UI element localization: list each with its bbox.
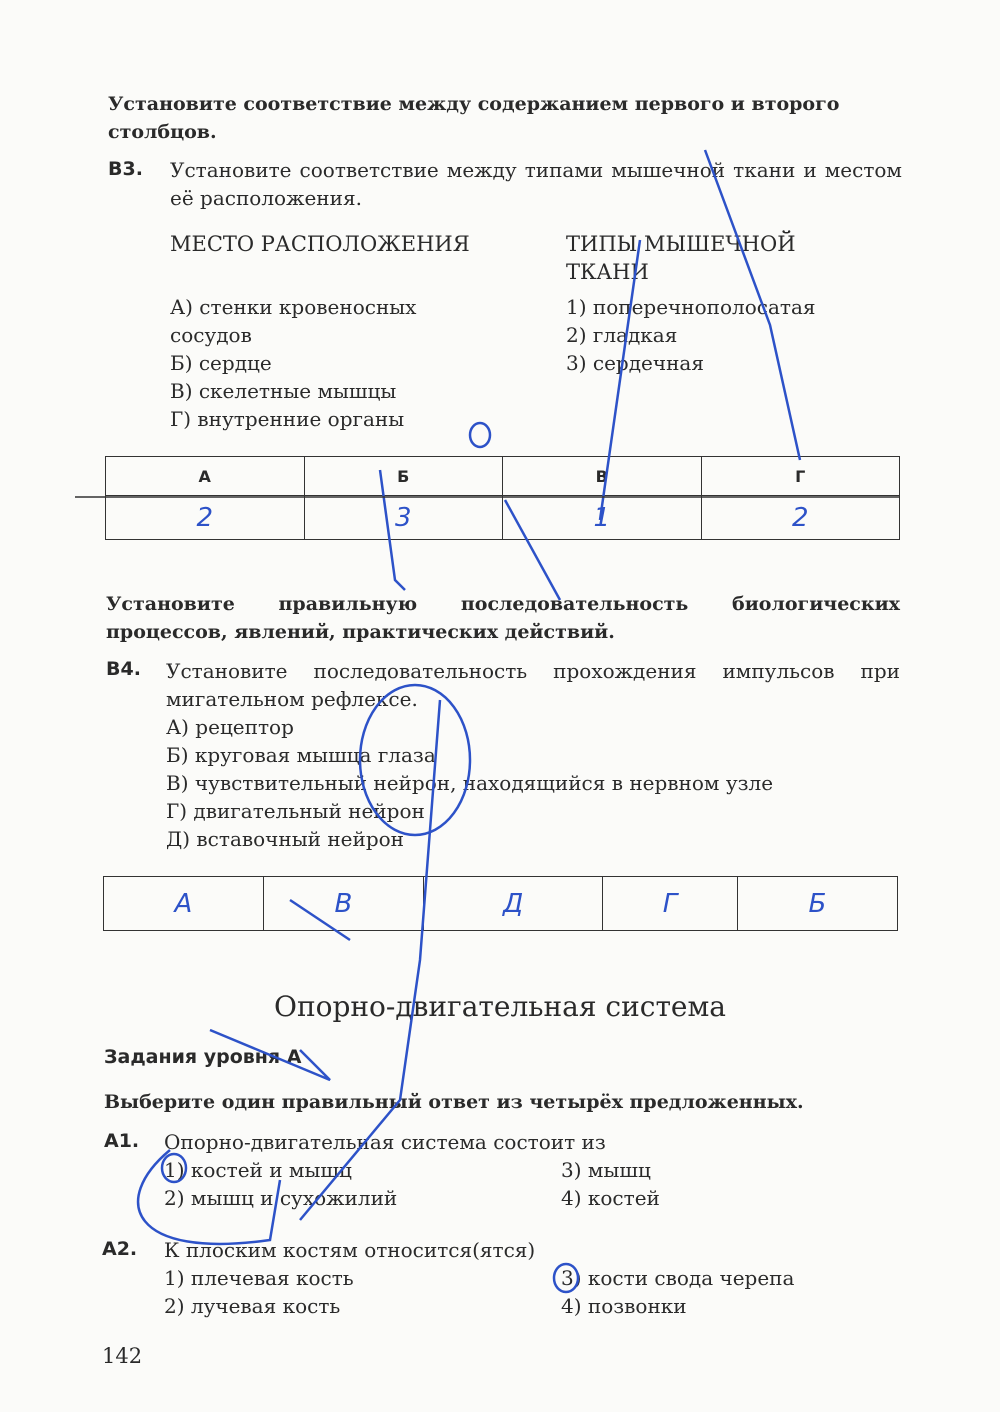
place-item: Г) внутренние органы (170, 407, 405, 431)
answer-cell[interactable]: Б (737, 877, 897, 931)
a1-option[interactable]: 1) костей и мышц (164, 1158, 352, 1182)
answer-cell[interactable]: Д (424, 877, 603, 931)
answer-cell[interactable]: В (263, 877, 423, 931)
type-item: 2) гладкая (566, 323, 678, 347)
table-header: Б (304, 457, 503, 496)
option-item: Д) вставочный нейрон (166, 827, 404, 851)
answer-cell[interactable]: 2 (701, 496, 900, 540)
question-a1: Опорно-двигательная система состоит из (164, 1130, 606, 1154)
question-label-a2: А2. (102, 1238, 138, 1260)
answer-cell[interactable]: А (104, 877, 264, 931)
section-instruction-sequence: Установите правильную последовательность биологических процессов, явлений, практических действий. (106, 593, 900, 643)
option-item: Г) двигательный нейрон (166, 799, 425, 823)
pen-circle (470, 423, 490, 447)
place-item: А) стенки кровеносных (170, 295, 417, 319)
column-header-place: МЕСТО РАСПОЛОЖЕНИЯ (170, 232, 470, 256)
page-number: 142 (102, 1344, 143, 1368)
option-item: А) рецептор (166, 715, 294, 739)
question-label-b3: В3. (108, 158, 143, 180)
a2-option[interactable]: 3) кости свода черепа (561, 1266, 795, 1290)
a2-option[interactable]: 1) плечевая кость (164, 1266, 354, 1290)
column-header-types: ТИПЫ МЫШЕЧНОЙ (566, 232, 796, 256)
instruction-choose-one: Выберите один правильный ответ из четырёх предложенных. (104, 1091, 804, 1113)
a1-option[interactable]: 3) мышц (561, 1158, 651, 1182)
option-item: В) чувствительный нейрон, находящийся в нервном узле (166, 771, 774, 795)
answer-table-b4 (103, 876, 898, 931)
a2-option[interactable]: 2) лучевая кость (164, 1294, 341, 1318)
option-item: Б) круговая мышца глаза (166, 743, 436, 767)
table-header: В (503, 457, 702, 496)
place-item: сосудов (170, 323, 252, 347)
types-list (566, 293, 816, 377)
answer-cell[interactable]: 1 (503, 496, 702, 540)
places-list (170, 293, 416, 433)
level-heading: Задания уровня А (104, 1046, 302, 1068)
table-header: А (106, 457, 305, 496)
b4-options (166, 713, 773, 853)
a1-option[interactable]: 2) мышц и сухожилий (164, 1186, 398, 1210)
section-instruction-matching: Установите соответствие между содержанием первого и второго столбцов. (108, 93, 840, 143)
answer-cell[interactable]: 3 (304, 496, 503, 540)
type-item: 3) сердечная (566, 351, 704, 375)
place-item: В) скелетные мышцы (170, 379, 397, 403)
question-a2: К плоским костям относится(ятся) (164, 1238, 536, 1262)
question-b3: Установите соответствие между типами мышечной ткани и местом её расположения. (170, 158, 902, 210)
answer-table-b3 (105, 456, 900, 540)
question-label-b4: В4. (106, 658, 141, 680)
place-item: Б) сердце (170, 351, 272, 375)
question-b4: Установите последовательность прохождения импульсов при мигательном рефлексе. (166, 659, 900, 711)
answer-cell[interactable]: 2 (106, 496, 305, 540)
table-header: Г (701, 457, 900, 496)
type-item: 1) поперечнополосатая (566, 295, 816, 319)
a1-option[interactable]: 4) костей (561, 1186, 660, 1210)
a2-option[interactable]: 4) позвонки (561, 1294, 687, 1318)
column-header-types-2: ТКАНИ (566, 260, 649, 284)
question-label-a1: А1. (104, 1130, 140, 1152)
chapter-title: Опорно-двигательная система (274, 990, 726, 1023)
answer-cell[interactable]: Г (603, 877, 738, 931)
